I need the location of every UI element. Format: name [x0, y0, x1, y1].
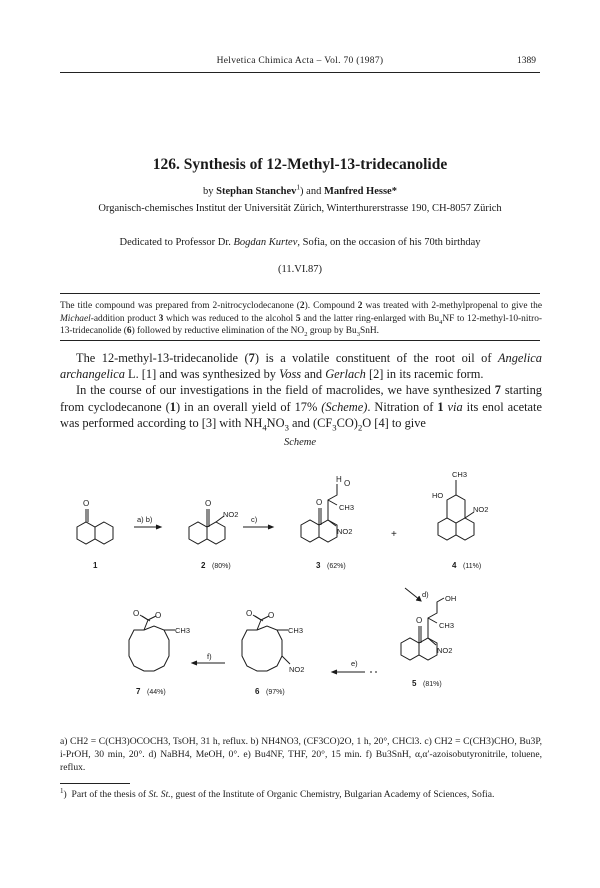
received-date: (11.VI.87) — [278, 264, 322, 275]
compound-6-yield: (97%) — [266, 689, 285, 696]
arrowhead — [268, 525, 273, 529]
hydroxyl-label: HO — [432, 491, 444, 500]
compound-2-number: 2 — [201, 561, 206, 570]
carbonyl-oxygen-label: O — [316, 498, 323, 507]
footnote: $^1$) Part of the thesis of St. St., guest of the Institute of Organic Chemistry, Bulgarian Academy of Sciences, Sofia. — [60, 786, 495, 800]
nitro-group-label: NO2 — [289, 665, 305, 674]
reagent-ab-label: a) b) — [137, 515, 153, 524]
methyl-label: CH3 — [452, 470, 468, 479]
abstract-bottom-rule — [60, 340, 540, 341]
reagent-e-label: e) — [351, 659, 358, 668]
compound-2-yield: (80%) — [212, 563, 231, 570]
footnote-initials: St. St. — [148, 789, 171, 800]
abstract-text: was treated with 2-methylpropenal to give the — [362, 301, 542, 311]
page-number: 1389 — [517, 56, 536, 66]
compound-3-number: 3 — [316, 561, 321, 570]
compound-5-structure — [401, 594, 456, 688]
hydroxyl-label: OH — [445, 594, 457, 603]
species-name: Angelica archangelica — [60, 351, 542, 382]
author-name: Gerlach — [325, 367, 366, 382]
abstract-text: NF to 12-methyl-10-nitro-13-tridecanolide ( — [60, 313, 543, 337]
aldehyde-hydrogen-label: H — [336, 475, 342, 484]
reagent-f-label: f) — [207, 652, 212, 661]
compound-6-structure — [242, 609, 304, 696]
abstract-text: ) followed by reductive elimination of the NO — [131, 326, 305, 337]
nitro-group-label: NO2 — [437, 646, 453, 655]
compound-5-number: 5 — [412, 679, 417, 688]
methyl-label: CH3 — [288, 626, 304, 635]
compound-ref: 7 — [494, 383, 501, 398]
dedication-name: Bogdan Kurtev — [233, 237, 298, 248]
compound-ref: 2 — [299, 301, 305, 311]
italic-word: via — [447, 399, 463, 414]
institute-address: Organisch-chemisches Institut der Universität Zürich, Winterthurerstrasse 190, CH-8057 Zürich — [98, 203, 502, 214]
dedication-post: , Sofia, on the occasion of his 70th birthday — [297, 237, 481, 248]
journal-name: Helvetica Chimica Acta – Vol. 70 (1987) — [216, 56, 384, 66]
footnote-mark: 1 — [60, 786, 64, 795]
text: In the course of our investigations in the field of macrolides, we have synthesized — [76, 383, 495, 398]
nitro-group-label: NO2 — [223, 510, 239, 519]
abstract-text: -addition product — [90, 313, 159, 324]
scheme-label: Scheme — [283, 437, 317, 448]
compound-ref: 3 — [158, 313, 164, 324]
dedication — [30, 237, 570, 248]
compound-1-number: 1 — [93, 561, 98, 570]
compound-4-number: 4 — [452, 561, 457, 570]
arrowhead — [156, 525, 161, 529]
abstract — [60, 300, 542, 338]
carbonyl-oxygen-label: O — [416, 616, 423, 625]
subscript: 3 — [356, 331, 361, 339]
plus-sign: + — [391, 529, 397, 540]
reagent-c-label: c) — [251, 515, 258, 524]
compound-ref: 7 — [248, 351, 255, 365]
text: and (CF — [288, 415, 333, 430]
abstract-top-rule — [60, 293, 540, 294]
text: The 12-methyl-13-tridecanolide ( — [76, 351, 249, 365]
subscript: 4 — [439, 318, 443, 326]
footnote-rule — [60, 783, 130, 784]
text: NO — [266, 415, 285, 430]
author-1-note: 1 — [296, 182, 301, 192]
author-1: Stephan Stanchev — [216, 186, 297, 197]
abstract-text: SnH. — [360, 326, 380, 337]
author-2: Manfred Hesse — [323, 186, 392, 197]
compound-ref: 2 — [357, 301, 363, 311]
text: ) is a volatile constituent of the root oil of — [254, 351, 498, 365]
text: . Nitration of — [367, 399, 438, 414]
compound-6-number: 6 — [255, 687, 260, 696]
arrowhead — [332, 670, 337, 674]
text: O [4] to give — [362, 415, 426, 430]
ring-oxygen-label: O — [155, 611, 162, 620]
nitro-group-label: NO2 — [337, 527, 353, 536]
abstract-text: and the latter ring-enlarged with Bu — [300, 313, 440, 324]
text: [2] in its racemic form. — [365, 367, 484, 382]
compound-5-yield: (81%) — [423, 681, 442, 688]
abstract-text: The title compound was prepared from 2-nitrocyclodecanone ( — [60, 301, 300, 311]
abstract-text: group by Bu — [307, 326, 357, 337]
abstract-italic: Michael — [60, 313, 91, 324]
reaction-scheme — [60, 450, 542, 725]
subscript: 2 — [357, 422, 363, 433]
nitro-group-label: NO2 — [473, 505, 489, 514]
text: its enol acetate was performed according to [3] with NH — [60, 399, 542, 430]
arrowhead — [416, 596, 421, 601]
methyl-label: CH3 — [439, 621, 455, 630]
compound-7-yield: (44%) — [147, 689, 166, 696]
compound-7-number: 7 — [136, 687, 141, 696]
author-line: by Stephan Stanchev$^1$) and Manfred Hesse* — [203, 182, 397, 197]
methyl-label: CH3 — [175, 626, 191, 635]
footnote-text: , guest of the Institute of Organic Chemistry, Bulgarian Academy of Sciences, Sofia. — [170, 789, 495, 800]
compound-4-structure — [432, 470, 488, 570]
carbonyl-oxygen-label: O — [246, 609, 253, 618]
carbonyl-oxygen-label: O — [83, 499, 90, 508]
compound-1-structure — [77, 499, 113, 570]
compound-3-yield: (62%) — [327, 563, 346, 570]
body-text — [60, 350, 542, 431]
subscript: 3 — [284, 422, 289, 433]
compound-3-structure — [301, 475, 354, 570]
text: starting from cyclodecanone ( — [60, 383, 543, 414]
subscript: 2 — [304, 331, 308, 339]
subscript: 3 — [332, 422, 337, 433]
compound-ref: 6 — [126, 326, 132, 337]
scheme-ref: (Scheme) — [321, 399, 368, 414]
abstract-text: which was reduced to the alcohol — [163, 313, 296, 324]
dedication-pre: Dedicated to Professor Dr. — [119, 237, 231, 248]
carbonyl-oxygen-label: O — [205, 499, 212, 508]
paragraph-1 — [60, 350, 542, 382]
running-header — [60, 56, 540, 72]
subscript: 4 — [262, 422, 267, 433]
text: CO) — [336, 415, 358, 430]
compound-7-structure — [129, 609, 190, 696]
compound-ref: 1 — [437, 399, 444, 414]
authors-by: by — [203, 186, 214, 197]
authors-and: and — [306, 186, 322, 197]
methyl-label: CH3 — [339, 503, 355, 512]
compound-4-yield: (11%) — [463, 563, 482, 570]
text: L. [1] and was synthesized by — [124, 367, 280, 382]
text: ) in an overall yield of 17% — [175, 399, 322, 414]
footnote-text: Part of the thesis of — [71, 789, 149, 800]
header-rule — [60, 72, 540, 73]
compound-ref: 5 — [295, 313, 301, 324]
author-name: Voss — [279, 367, 302, 382]
text: and — [301, 367, 326, 382]
aldehyde-oxygen-label: O — [344, 479, 351, 488]
ring-oxygen-label: O — [268, 611, 275, 620]
reagent-d-label: d) — [422, 590, 429, 599]
paragraph-2 — [60, 382, 542, 431]
compound-2-structure — [189, 499, 238, 570]
abstract-text: ). Compound — [304, 301, 358, 311]
corresponding-mark: * — [391, 186, 397, 197]
reaction-conditions: a) CH2 = C(CH3)OCOCH3, TsOH, 31 h, reflux. b) NH4NO3, (CF3CO)2O, 1 h, 20°, CHCl3. c) CH2 = C(CH3)CHO, Bu3P, i-PrOH, 30 min, 20°. d) NaBH4, MeOH, 0°. e) Bu4NF, THF, 20°, 15 min. f) Bu3SnH, α,α′-azoisobutyronitrile, toluene, reflux. — [60, 736, 542, 773]
compound-ref: 1 — [169, 399, 176, 414]
carbonyl-oxygen-label: O — [133, 609, 140, 618]
article-title: 126. Synthesis of 12-Methyl-13-tridecanolide — [152, 156, 448, 173]
arrowhead — [192, 661, 197, 665]
